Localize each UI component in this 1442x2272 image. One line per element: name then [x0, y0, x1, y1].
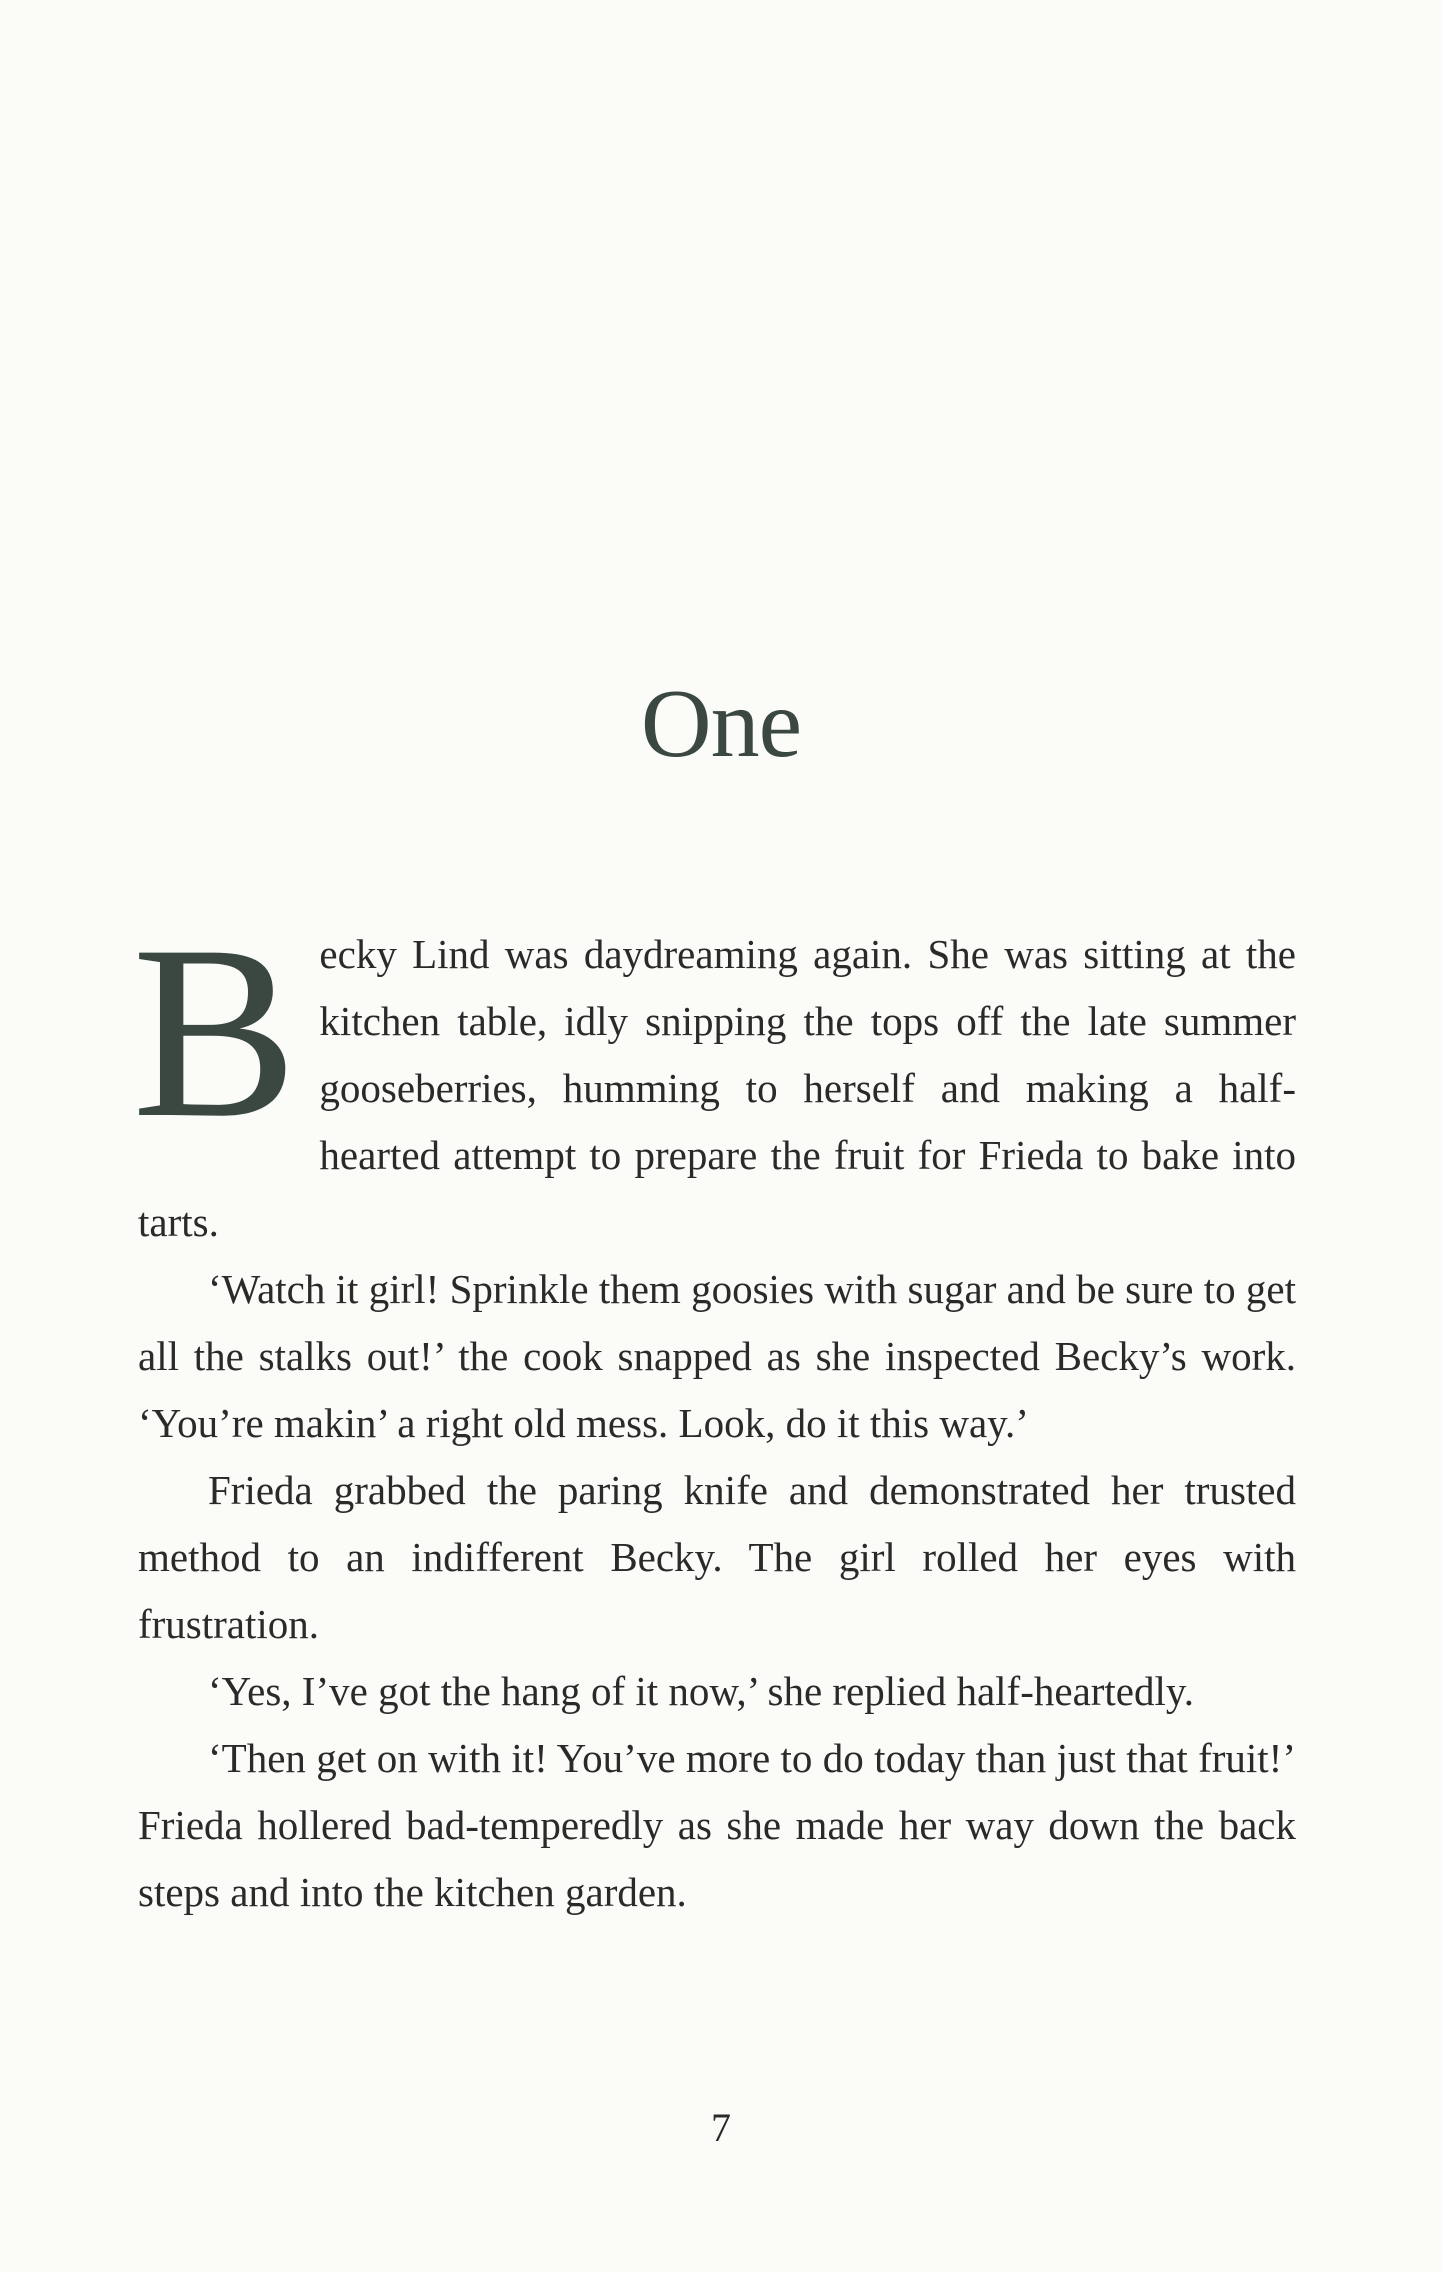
- chapter-title: One: [640, 670, 802, 778]
- paragraph-3: Frieda grabbed the paring knife and demonstrated her trusted method to an indifferent Becky. The girl rolled her eyes with frustration.: [138, 1467, 1296, 1647]
- paragraph-5: ‘Then get on with it! You’ve more to do today than just that fruit!’ Frieda hollered bad-temperedly as she made her way down the back steps and into the kitchen garden.: [138, 1735, 1296, 1915]
- chapter-body: [132, 894, 1296, 1926]
- paragraph-1: [132, 894, 1296, 1256]
- page-number: 7: [711, 2105, 731, 2150]
- paragraph-2: ‘Watch it girl! Sprinkle them goosies with sugar and be sure to get all the stalks out!’ the cook snapped as she inspected Becky’s work. ‘You’re makin’ a right old mess. Look, do it this way.’: [138, 1266, 1296, 1446]
- drop-cap: B: [132, 894, 298, 1169]
- paragraph-4: ‘Yes, I’ve got the hang of it now,’ she replied half-heartedly.: [208, 1668, 1194, 1714]
- paragraph-1-text: ecky Lind was daydreaming again. She was sitting at the kitchen table, idly snipping the tops off the late summer gooseberries, humming to herself and making a half-hearted attempt to prepare the fruit for Frieda to bake into tarts.: [138, 931, 1296, 1245]
